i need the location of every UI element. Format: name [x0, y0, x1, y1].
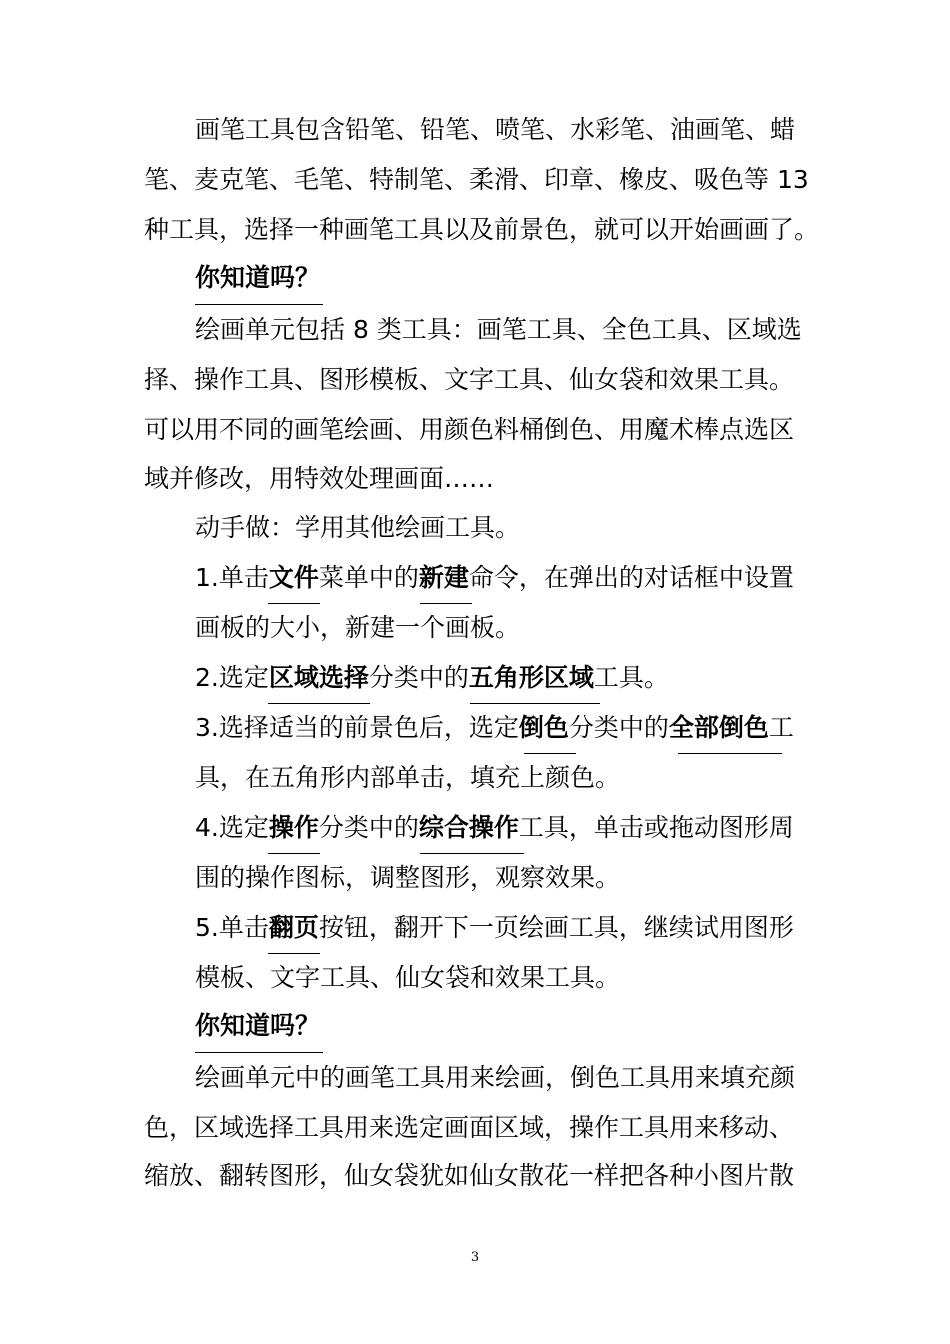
paragraph-line: 绘画单元中的画笔工具用来绘画，倒色工具用来填充颜 [195, 1063, 796, 1092]
paragraph-line: 缩放、翻转图形，仙女袋犹如仙女散花一样把各种小图片散 [144, 1161, 795, 1190]
paragraph-line: 种工具，选择一种画笔工具以及前景色，就可以开始画画了。 [144, 215, 820, 244]
paragraph-line: 绘画单元包括 8 类工具：画笔工具、全色工具、区域选 [195, 315, 802, 344]
menu-term: 文件 [268, 563, 319, 592]
term-underline [524, 753, 576, 754]
paragraph-line: 色，区域选择工具用来选定画面区域，操作工具用来移动、 [144, 1113, 795, 1142]
term-underline [420, 853, 524, 854]
term-underline [678, 753, 782, 754]
paragraph-line: 画板的大小，新建一个画板。 [195, 613, 521, 642]
paragraph-line: 笔、麦克笔、毛笔、特制笔、柔滑、印章、橡皮、吸色等 13 [144, 165, 809, 194]
term-underline [268, 853, 320, 854]
command-term: 新建 [418, 563, 469, 592]
step-5: 5.单击翻页按钮，翻开下一页绘画工具，继续试用图形 [195, 913, 794, 942]
step-3: 3.选择适当的前景色后，选定倒色分类中的全部倒色工 [195, 713, 794, 742]
paragraph-line: 具，在五角形内部单击，填充上颜色。 [195, 763, 621, 792]
heading-underline [195, 304, 323, 305]
step-1: 1.单击文件菜单中的新建命令，在弹出的对话框中设置 [195, 563, 794, 592]
paragraph-line: 域并修改，用特效处理画面…… [144, 464, 495, 493]
step-4: 4.选定操作分类中的综合操作工具，单击或拖动图形周 [195, 813, 794, 842]
term-underline [420, 603, 472, 604]
page-number: 3 [470, 1250, 480, 1265]
paragraph-line: 画笔工具包含铅笔、铅笔、喷笔、水彩笔、油画笔、蜡 [195, 115, 796, 144]
term-underline [470, 703, 600, 704]
term-underline [268, 703, 370, 704]
paragraph-line: 择、操作工具、图形模板、文字工具、仙女袋和效果工具。 [144, 365, 795, 394]
paragraph-line: 可以用不同的画笔绘画、用颜色料桶倒色、用魔术棒点选区 [144, 415, 795, 444]
section-heading: 你知道吗？ [195, 263, 321, 292]
term-underline [268, 603, 320, 604]
step-2: 2.选定区域选择分类中的五角形区域工具。 [195, 663, 669, 692]
activity-title: 动手做：学用其他绘画工具。 [195, 513, 521, 542]
paragraph-line: 模板、文字工具、仙女袋和效果工具。 [195, 963, 621, 992]
term-underline [268, 953, 320, 954]
section-heading: 你知道吗？ [195, 1011, 321, 1040]
paragraph-line: 围的操作图标，调整图形，观察效果。 [195, 863, 621, 892]
heading-underline [195, 1052, 323, 1053]
